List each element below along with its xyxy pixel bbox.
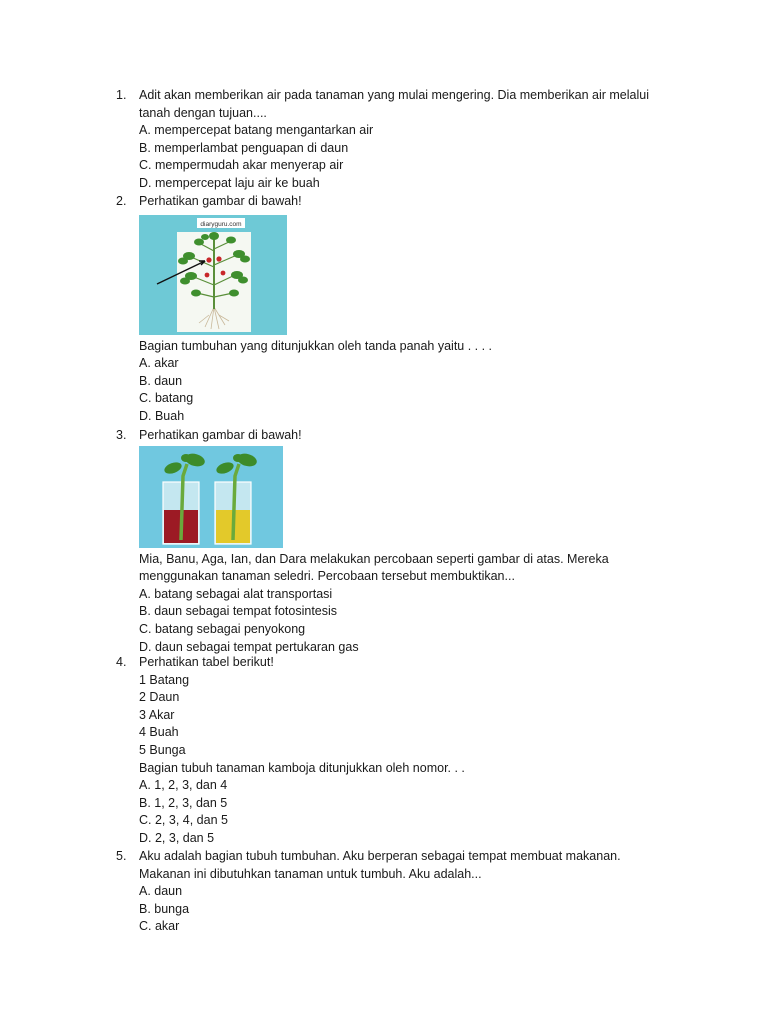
answer-option: D. mempercepat laju air ke buah xyxy=(139,175,320,190)
answer-option: D. 2, 3, dan 5 xyxy=(139,830,215,845)
question-text: Mia, Banu, Aga, Ian, dan Dara melakukan percobaan seperti gambar di atas. Mereka xyxy=(139,551,609,566)
question-number: 5. xyxy=(116,849,127,863)
answer-option: B. memperlambat penguapan di daun xyxy=(139,140,349,155)
question-text: Adit akan memberikan air pada tanaman yang mulai mengering. Dia memberikan air melalui xyxy=(139,88,649,102)
question-4 xyxy=(116,654,696,848)
question-1 xyxy=(116,87,696,193)
question-number: 2. xyxy=(116,194,127,208)
question-number: 4. xyxy=(116,655,127,669)
question-text: tanah dengan tujuan.... xyxy=(139,105,267,120)
answer-option: B. bunga xyxy=(139,901,190,916)
question-5 xyxy=(116,848,696,936)
question-text: Makanan ini dibutuhkan tanaman untuk tumbuh. Aku adalah... xyxy=(139,866,482,881)
celery-experiment-illustration xyxy=(139,446,283,548)
answer-option: A. batang sebagai alat transportasi xyxy=(139,586,333,601)
table-item: 4 Buah xyxy=(139,725,179,740)
answer-option: B. daun sebagai tempat fotosintesis xyxy=(139,604,338,619)
answer-option: D. daun sebagai tempat pertukaran gas xyxy=(139,639,359,654)
answer-option: A. 1, 2, 3, dan 4 xyxy=(139,778,228,793)
question-text: Aku adalah bagian tubuh tumbuhan. Aku berperan sebagai tempat membuat makanan. xyxy=(139,849,621,863)
question-text: Bagian tubuh tanaman kamboja ditunjukkan oleh nomor. . . xyxy=(139,760,465,775)
plant-figure xyxy=(139,215,287,335)
question-3 xyxy=(116,427,696,656)
table-item: 2 Daun xyxy=(139,690,180,705)
question-text: Perhatikan gambar di bawah! xyxy=(139,428,302,442)
answer-option: B. daun xyxy=(139,373,183,388)
question-number: 3. xyxy=(116,428,127,442)
answer-option: A. akar xyxy=(139,356,179,371)
question-text: menggunakan tanaman seledri. Percobaan tersebut membuktikan... xyxy=(139,569,515,584)
table-item: 3 Akar xyxy=(139,707,175,722)
answer-option: C. mempermudah akar menyerap air xyxy=(139,158,344,173)
question-number: 1. xyxy=(116,88,127,102)
answer-option: A. mempercepat batang mengantarkan air xyxy=(139,123,374,138)
question-text: Perhatikan tabel berikut! xyxy=(139,655,274,669)
question-text: Bagian tumbuhan yang ditunjukkan oleh tanda panah yaitu . . . . xyxy=(139,338,493,353)
answer-option: C. batang xyxy=(139,391,194,406)
answer-option: B. 1, 2, 3, dan 5 xyxy=(139,795,228,810)
watermark-text: diaryguru.com xyxy=(200,220,242,228)
table-item: 5 Bunga xyxy=(139,742,186,757)
answer-option: A. daun xyxy=(139,884,183,899)
question-2 xyxy=(116,193,696,426)
answer-option: C. akar xyxy=(139,919,180,934)
answer-option: C. batang sebagai penyokong xyxy=(139,621,306,636)
answer-option: D. Buah xyxy=(139,408,185,423)
answer-option: C. 2, 3, 4, dan 5 xyxy=(139,813,228,828)
plant-illustration xyxy=(139,215,287,335)
celery-experiment-figure xyxy=(139,446,283,548)
question-text: Perhatikan gambar di bawah! xyxy=(139,194,302,208)
table-item: 1 Batang xyxy=(139,672,190,687)
